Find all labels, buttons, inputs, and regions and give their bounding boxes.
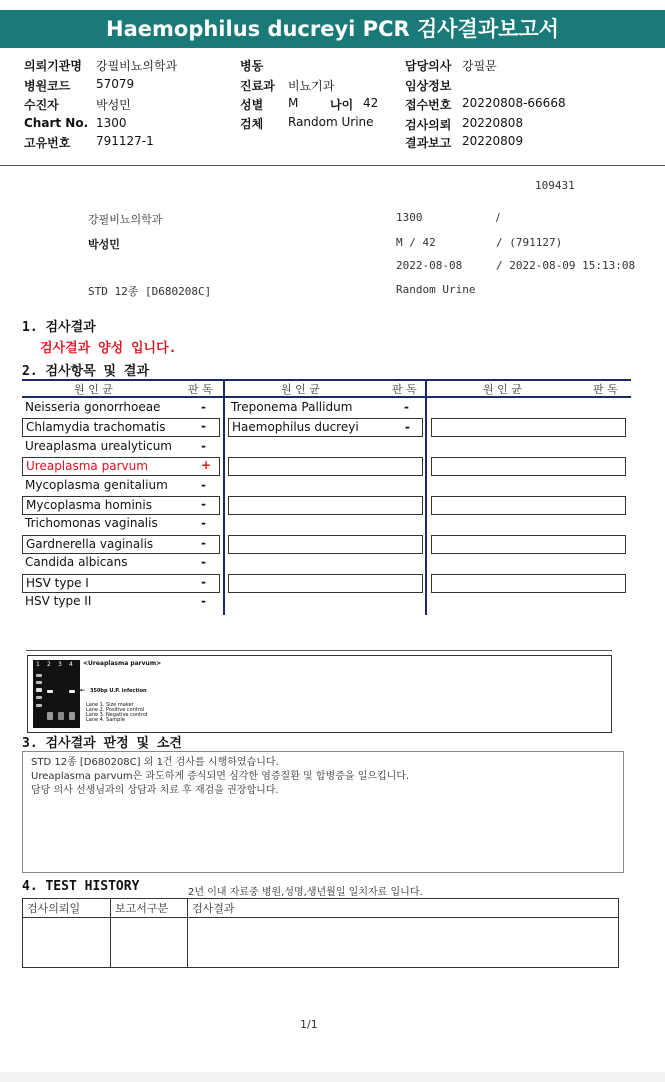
pathogen-name: HSV type II bbox=[25, 594, 92, 608]
pathogen-result: - bbox=[201, 477, 206, 492]
pathogen-name: Haemophilus ducreyi bbox=[232, 420, 359, 435]
ladder-band bbox=[36, 681, 42, 684]
report-title: Haemophilus ducreyi PCR 검사결과보고서 bbox=[0, 10, 665, 48]
label-department: 진료과 bbox=[240, 79, 275, 93]
value-specimen: Random Urine bbox=[288, 115, 374, 129]
pathogen-row bbox=[228, 457, 423, 476]
pathogen-row bbox=[22, 399, 220, 418]
result-summary: 검사결과 양성 입니다. bbox=[40, 341, 177, 356]
header-divider bbox=[0, 165, 665, 166]
value-patient: 박성민 bbox=[96, 98, 131, 112]
info-specimen: Random Urine bbox=[396, 283, 476, 296]
label-clinical-info: 임상정보 bbox=[405, 79, 452, 93]
section1-title: 1. 검사결과 bbox=[22, 320, 96, 335]
info-birth: / (791127) bbox=[496, 236, 563, 249]
pathogen-row bbox=[22, 535, 220, 554]
gel-legend-2: Lane 2. Positive control bbox=[86, 707, 145, 713]
pathogen-name: Mycoplasma genitalium bbox=[25, 477, 168, 492]
value-receipt-no: 20220808-66668 bbox=[462, 96, 566, 110]
sample-band bbox=[69, 690, 75, 693]
pathogen-result: - bbox=[201, 400, 206, 414]
label-patient: 수진자 bbox=[24, 98, 59, 112]
pathogen-name: Ureaplasma urealyticum bbox=[25, 438, 172, 453]
pathogen-result: - bbox=[201, 574, 206, 589]
label-request-date: 검사의뢰 bbox=[405, 118, 452, 132]
ladder-band bbox=[36, 674, 42, 677]
pathogen-name: Treponema Pallidum bbox=[231, 400, 353, 414]
history-header-date: 검사의뢰일 bbox=[23, 899, 111, 918]
gel-legend-3: Lane 3. Negative control bbox=[86, 712, 148, 718]
info-date-received: 2022-08-08 bbox=[396, 259, 463, 272]
lane-label-2: 2 bbox=[47, 661, 51, 668]
label-requesting-org: 의뢰기관명 bbox=[24, 59, 82, 73]
pathogen-row bbox=[22, 496, 220, 515]
info-chart: 1300 bbox=[396, 211, 423, 224]
label-report-date: 결과보고 bbox=[405, 136, 452, 150]
info-slash: / bbox=[496, 211, 500, 224]
gel-image bbox=[33, 660, 80, 728]
pathogen-name: HSV type I bbox=[26, 575, 89, 590]
gel-legend-4: Lane 4. Sample bbox=[86, 717, 125, 723]
ladder-band bbox=[36, 696, 42, 699]
label-hospital-code: 병원코드 bbox=[24, 79, 71, 93]
history-note: 2년 이내 자료중 병원,성명,생년월일 일치자료 입니다. bbox=[188, 887, 423, 898]
primer-band bbox=[58, 712, 64, 720]
value-department: 비뇨기과 bbox=[288, 79, 335, 93]
pathogen-row-empty bbox=[431, 574, 626, 593]
pathogen-row bbox=[22, 515, 220, 534]
label-chart-no: Chart No. bbox=[24, 116, 89, 130]
info-name: 박성민 bbox=[88, 238, 120, 251]
pathogen-result: - bbox=[201, 555, 206, 570]
gel-electrophoresis-figure bbox=[27, 655, 612, 733]
col2-pathogen-header: 원 인 균 bbox=[281, 383, 320, 396]
pathogen-row bbox=[22, 418, 220, 437]
col3-pathogen-header: 원 인 균 bbox=[483, 383, 522, 396]
pathogen-row-empty bbox=[431, 457, 626, 476]
pathogen-result: - bbox=[405, 420, 410, 435]
label-age: 나이 bbox=[330, 98, 354, 112]
table-header-line bbox=[22, 396, 631, 398]
gel-title: <Ureaplasma parvum> bbox=[83, 660, 162, 667]
pathogen-name: Neisseria gonorrhoeae bbox=[25, 400, 161, 414]
value-unique-id: 791127-1 bbox=[96, 134, 154, 148]
pathogen-name: Mycoplasma hominis bbox=[26, 498, 152, 512]
pathogen-result: - bbox=[201, 535, 206, 550]
gel-divider bbox=[26, 650, 612, 651]
col3-judge-header: 판 독 bbox=[593, 383, 618, 396]
primer-band bbox=[69, 712, 75, 720]
label-sex: 성별 bbox=[240, 98, 264, 112]
pathogen-row bbox=[228, 535, 423, 554]
gel-arrow-label: 350bp U.P. infection bbox=[90, 688, 147, 694]
pathogen-row bbox=[22, 477, 220, 496]
pathogen-row-empty bbox=[431, 535, 626, 554]
page-number: 1/1 bbox=[300, 1018, 318, 1031]
pathogen-row-empty bbox=[431, 496, 626, 515]
section2-title: 2. 검사항목 및 결과 bbox=[22, 364, 150, 379]
value-age: 42 bbox=[363, 96, 379, 110]
remark-line-2: Ureaplasma parvum은 과도하게 증식되면 심각한 염증질환 및 합병증을 일으킵니다. bbox=[31, 771, 410, 782]
ladder-band bbox=[36, 688, 42, 692]
pathogen-name: Ureaplasma parvum bbox=[26, 459, 148, 474]
pathogen-row bbox=[22, 554, 220, 573]
pathogen-row bbox=[22, 574, 220, 593]
info-hospital: 강필비뇨의학과 bbox=[88, 213, 163, 226]
value-request-date: 20220808 bbox=[462, 116, 524, 130]
value-requesting-org: 강필비뇨의학과 bbox=[96, 59, 178, 73]
section4-title: 4. TEST HISTORY bbox=[22, 879, 140, 894]
value-sex: M bbox=[288, 96, 299, 110]
label-unique-id: 고유번호 bbox=[24, 136, 71, 150]
pathogen-row bbox=[228, 418, 423, 437]
pathogen-result: - bbox=[201, 497, 206, 511]
history-header-result: 검사결과 bbox=[188, 899, 619, 918]
pathogen-row bbox=[22, 457, 220, 476]
history-table bbox=[22, 898, 619, 968]
ladder-band bbox=[36, 704, 42, 707]
remarks-box bbox=[22, 751, 624, 873]
col2-judge-header: 판 독 bbox=[392, 383, 417, 396]
col1-pathogen-header: 원 인 균 bbox=[74, 383, 113, 396]
col1-judge-header: 판 독 bbox=[188, 383, 213, 396]
pathogen-row bbox=[22, 593, 220, 612]
pathogen-name: Trichomonas vaginalis bbox=[25, 516, 158, 531]
value-doctor: 강필문 bbox=[462, 59, 497, 73]
pathogen-result: - bbox=[404, 400, 409, 414]
lane-label-3: 3 bbox=[58, 661, 62, 668]
pathogen-name: Candida albicans bbox=[25, 555, 128, 570]
pathogen-result: - bbox=[201, 419, 206, 434]
section3-title: 3. 검사결과 판정 및 소견 bbox=[22, 736, 182, 751]
value-report-date: 20220809 bbox=[462, 134, 524, 148]
pathogen-result: + bbox=[201, 458, 212, 473]
label-doctor: 담당의사 bbox=[405, 59, 452, 73]
pathogen-name: Gardnerella vaginalis bbox=[26, 536, 154, 551]
pathogen-row bbox=[228, 496, 423, 515]
gel-arrow-icon: ← bbox=[80, 687, 86, 694]
lane-label-4: 4 bbox=[69, 661, 73, 668]
table-top-line bbox=[22, 379, 631, 381]
value-chart-no: 1300 bbox=[96, 116, 127, 130]
primer-band bbox=[47, 712, 53, 720]
pathogen-result: - bbox=[201, 594, 206, 608]
info-date-reported: / 2022-08-09 15:13:08 bbox=[496, 259, 636, 272]
history-cell bbox=[188, 918, 619, 968]
gel-legend-1: Lane 1. Size maker bbox=[86, 702, 134, 708]
history-cell bbox=[23, 918, 111, 968]
pathogen-result: - bbox=[201, 516, 206, 531]
history-header-type: 보고서구분 bbox=[111, 899, 188, 918]
lane-label-1: 1 bbox=[36, 661, 40, 668]
pathogen-name: Chlamydia trachomatis bbox=[26, 420, 166, 435]
label-ward: 병동 bbox=[240, 59, 264, 73]
label-specimen: 검체 bbox=[240, 117, 264, 131]
remark-line-3: 담당 의사 선생님과의 상담과 치료 후 재검을 권장합니다. bbox=[31, 785, 279, 796]
value-hospital-code: 57079 bbox=[96, 77, 135, 91]
info-test: STD 12종 [D680208C] bbox=[88, 285, 212, 298]
pathogen-row bbox=[228, 399, 423, 418]
label-receipt-no: 접수번호 bbox=[405, 98, 452, 112]
pathogen-row bbox=[228, 574, 423, 593]
info-sex-age: M / 42 bbox=[396, 236, 436, 249]
pathogen-result: - bbox=[201, 438, 206, 453]
remark-line-1: STD 12종 [D680208C] 외 1건 검사를 시행하였습니다. bbox=[31, 757, 279, 768]
positive-control-band bbox=[47, 690, 53, 693]
pathogen-row bbox=[22, 438, 220, 457]
column-divider-2 bbox=[425, 379, 427, 615]
history-cell bbox=[111, 918, 188, 968]
info-number: 109431 bbox=[535, 179, 575, 192]
pathogen-row-empty bbox=[431, 418, 626, 437]
column-divider-1 bbox=[223, 379, 225, 615]
